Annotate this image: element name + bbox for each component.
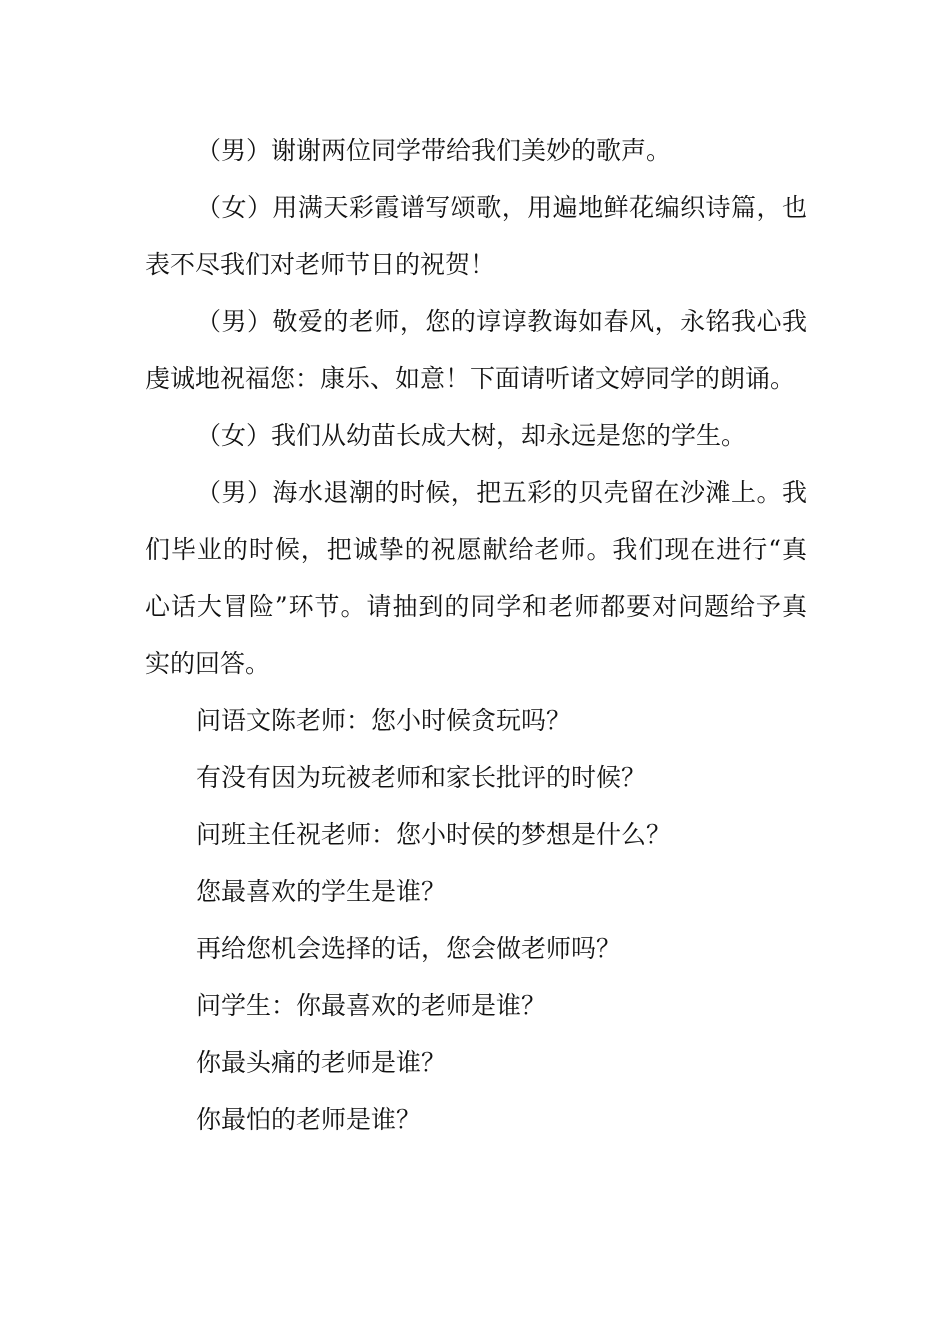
- paragraph: （女）我们从幼苗长成大树，却永远是您的学生。: [196, 421, 747, 450]
- paragraph: 问语文陈老师：您小时候贪玩吗？: [196, 706, 572, 735]
- paragraph: 再给您机会选择的话，您会做老师吗？: [196, 934, 622, 963]
- document-body: [145, 122, 807, 1148]
- paragraph: （男）谢谢两位同学带给我们美妙的歌声。: [196, 136, 672, 165]
- paragraph: （女）用满天彩霞谱写颂歌，用遍地鲜花编织诗篇，也表不尽我们对老师节日的祝贺！: [145, 193, 807, 279]
- paragraph: 问学生：你最喜欢的老师是谁？: [196, 991, 547, 1020]
- paragraph: 您最喜欢的学生是谁？: [196, 877, 447, 906]
- paragraph: 有没有因为玩被老师和家长批评的时候？: [196, 763, 647, 792]
- paragraph: （男）敬爱的老师，您的谆谆教诲如春风，永铭我心我虔诚地祝福您：康乐、如意！下面请听诸文婷同学的朗诵。: [145, 307, 807, 393]
- paragraph: 问班主任祝老师：您小时侯的梦想是什么？: [196, 820, 672, 849]
- paragraph: 你最头痛的老师是谁？: [196, 1048, 447, 1077]
- paragraph: 你最怕的老师是谁？: [196, 1105, 422, 1134]
- paragraph: （男）海水退潮的时候，把五彩的贝壳留在沙滩上。我们毕业的时候，把诚挚的祝愿献给老师。我们现在进行“真心话大冒险”环节。请抽到的同学和老师都要对问题给予真实的回答。: [145, 478, 807, 678]
